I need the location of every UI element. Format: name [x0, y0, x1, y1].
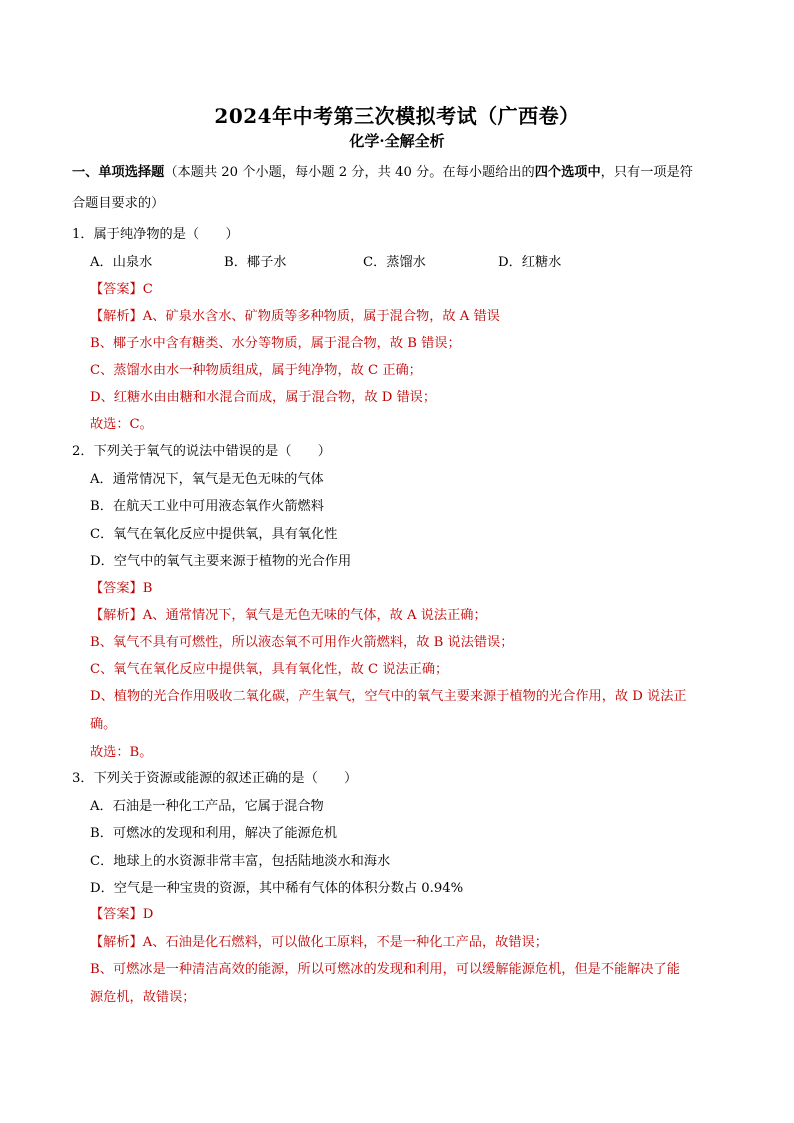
question-1-answer: [90, 281, 153, 299]
question-2-analysis-1: [90, 607, 487, 625]
question-3-analysis-3: 源危机，故错误；: [90, 990, 196, 1005]
question-2-answer: [90, 580, 152, 598]
question-1-analysis-4: D、红糖水由由糖和水混合而成，属于混合物，故 D 错误；: [90, 390, 437, 405]
section-heading-bold-2: 四个选项中: [534, 165, 601, 180]
question-1-option-d: D．红糖水: [498, 255, 562, 270]
question-1-analysis-3: C、蒸馏水由水一种物质组成，属于纯净物，故 C 正确；: [90, 363, 422, 378]
question-2-option-a: A．通常情况下，氧气是无色无味的气体: [90, 472, 324, 487]
question-1-analysis-2: B、椰子水中含有糖类、水分等物质，属于混合物，故 B 错误；: [90, 336, 461, 351]
question-1-option-b: B．椰子水: [224, 255, 287, 270]
analysis-tag: 【解析】: [90, 608, 143, 623]
analysis-text: A、矿泉水含水、矿物质等多种物质，属于混合物，故 A 错误: [142, 309, 500, 324]
answer-value: D: [142, 907, 154, 922]
question-3-option-a: A．石油是一种化工产品，它属于混合物: [90, 799, 324, 814]
question-2-analysis-4: D、植物的光合作用吸收二氧化碳，产生氧气，空气中的氧气主要来源于植物的光合作用，故 D 说法正: [90, 689, 687, 704]
question-2-option-b: B．在航天工业中可用液态氧作火箭燃料: [90, 499, 324, 514]
question-3-option-b: B．可燃冰的发现和利用，解决了能源危机: [90, 826, 338, 841]
answer-tag: 【答案】: [90, 907, 143, 922]
question-2-option-c: C．氧气在氧化反应中提供氧，具有氧化性: [90, 527, 338, 542]
question-3-answer: [90, 906, 153, 924]
question-3-option-c: C．地球上的水资源非常丰富，包括陆地淡水和海水: [90, 854, 391, 869]
question-2-analysis-2: B、氧气不具有可燃性，所以液态氧不可用作火箭燃料，故 B 说法错误；: [90, 635, 514, 650]
question-3-option-d: D．空气是一种宝贵的资源，其中稀有气体的体积分数占 0.94%: [90, 881, 464, 896]
question-3-stem: 3．下列关于资源或能源的叙述正确的是（ ）: [72, 771, 358, 786]
page-subtitle: 化学·全解全析: [349, 132, 445, 150]
answer-value: B: [142, 581, 153, 596]
section-heading: [72, 164, 693, 182]
section-heading-bold: 一、单项选择题: [72, 165, 165, 180]
question-2-analysis-3: C、氧气在氧化反应中提供氧，具有氧化性，故 C 说法正确；: [90, 662, 449, 677]
analysis-tag: 【解析】: [90, 309, 143, 324]
question-2-stem: 2．下列关于氧气的说法中错误的是（ ）: [72, 444, 331, 459]
answer-tag: 【答案】: [90, 282, 143, 297]
section-heading-text: （本题共 20 个小题，每小题 2 分，共 40 分。在每小题给出的: [164, 165, 535, 180]
section-heading-text-2: ，只有一项是符: [600, 165, 693, 180]
page-title: 2024年中考第三次模拟考试（广西卷）: [214, 104, 580, 128]
analysis-text: A、石油是化石燃料，可以做化工原料，不是一种化工产品，故错误；: [142, 935, 548, 950]
question-1-option-c: C．蒸馏水: [363, 255, 426, 270]
question-1-stem: 1．属于纯净物的是（ ）: [72, 227, 239, 242]
question-2-option-d: D．空气中的氧气主要来源于植物的光合作用: [90, 554, 352, 569]
answer-value: C: [142, 282, 153, 297]
answer-tag: 【答案】: [90, 581, 143, 596]
question-2-analysis-5: 确。: [90, 717, 117, 732]
question-2-conclusion: 故选：B。: [90, 745, 153, 760]
question-1-option-a: A．山泉水: [90, 255, 153, 270]
analysis-text: A、通常情况下，氧气是无色无味的气体，故 A 说法正确；: [142, 608, 487, 623]
analysis-tag: 【解析】: [90, 935, 143, 950]
question-1-conclusion: 故选：C。: [90, 417, 153, 432]
question-3-analysis-1: [90, 934, 548, 952]
question-1-analysis-1: [90, 308, 500, 326]
section-heading-line2: 合题目要求的）: [72, 196, 165, 211]
question-3-analysis-2: B、可燃冰是一种清洁高效的能源，所以可燃冰的发现和利用，可以缓解能源危机，但是不能解决了能: [90, 962, 680, 977]
